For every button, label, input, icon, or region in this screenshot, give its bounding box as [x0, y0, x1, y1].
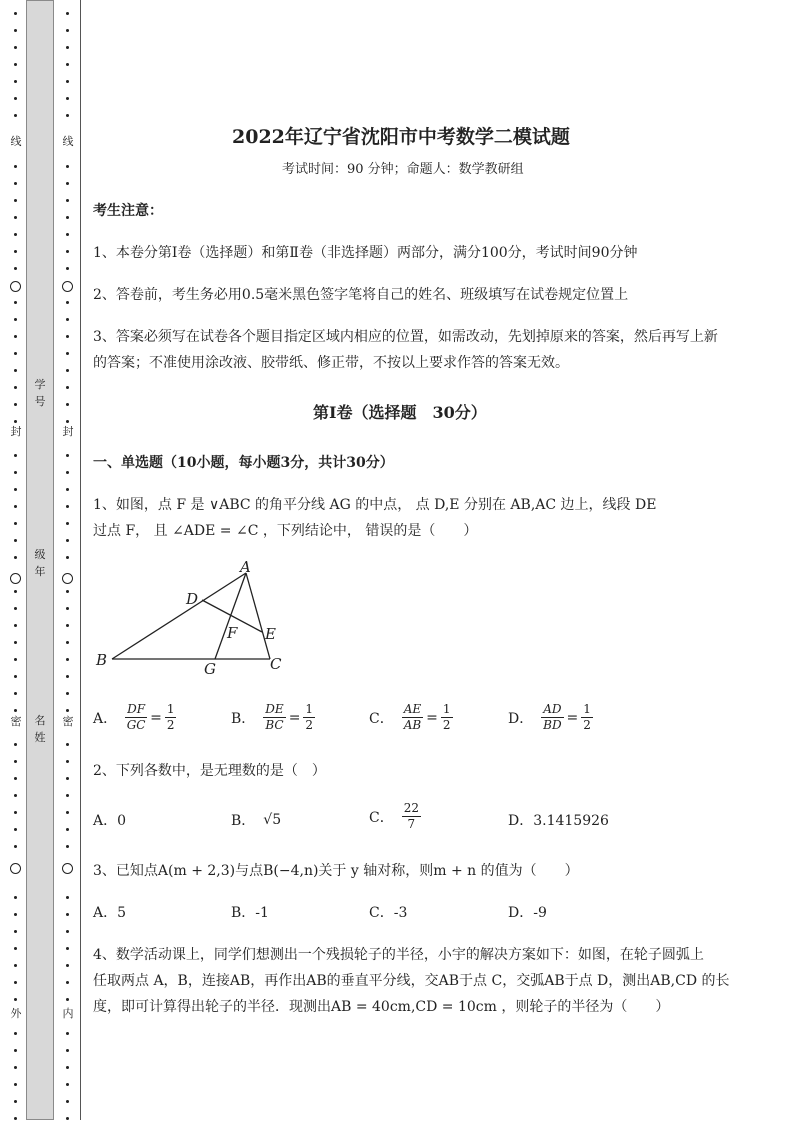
- q2-option-a[interactable]: [93, 810, 126, 830]
- binding-dot: [66, 505, 69, 508]
- binding-dot: [14, 845, 17, 848]
- binding-dot: [14, 454, 17, 457]
- page-title: 2022年辽宁省沈阳市中考数学二模试题: [232, 126, 570, 148]
- binding-dot: [66, 165, 69, 168]
- question-2-stem: 2、下列各数中，是无理数的是（ ）: [93, 763, 326, 779]
- binding-dot: [14, 46, 17, 49]
- option-label: B．: [231, 813, 256, 829]
- binding-dot: [66, 522, 69, 525]
- question-4-line2: 任取两点 A，B，连接AB，再作出AB的垂直平分线，交AB于点 C，交弧AB于点 D，测出AB,CD 的长: [93, 973, 730, 989]
- notice-item-2: 2、答卷前，考生务必用0.5毫米黑色签字笔将自己的姓名、班级填写在试卷规定位置上: [93, 287, 629, 303]
- binding-dot: [66, 216, 69, 219]
- binding-dot: [66, 386, 69, 389]
- binding-dot: [66, 29, 69, 32]
- binding-dot: [14, 471, 17, 474]
- binding-dot: [14, 1032, 17, 1035]
- binding-dot: [14, 1117, 17, 1120]
- binding-dot: [66, 964, 69, 967]
- binding-dot: [66, 556, 69, 559]
- binding-dot: [14, 420, 17, 423]
- binding-dot: [66, 913, 69, 916]
- frac-num: 1: [166, 702, 175, 716]
- binding-dot: [66, 692, 69, 695]
- binding-dot: [14, 760, 17, 763]
- question-1-line2: 过点 F， 且 ∠ADE = ∠C ，下列结论中， 错误的是（ ）: [93, 523, 478, 539]
- binding-dot: [14, 607, 17, 610]
- binding-dot: [66, 335, 69, 338]
- binding-dot: [14, 828, 17, 831]
- outer-binding-dots: [9, 0, 23, 1123]
- option-label: C．: [369, 809, 394, 826]
- binding-label: 线: [62, 135, 74, 148]
- binding-dot: [14, 505, 17, 508]
- binding-dot: [14, 947, 17, 950]
- binding-dot: [66, 658, 69, 661]
- point-label-g: G: [204, 660, 216, 678]
- q2-option-c[interactable]: [369, 801, 421, 832]
- binding-dot: [66, 845, 69, 848]
- binding-dot: [66, 488, 69, 491]
- binding-dot: [14, 250, 17, 253]
- option-text: A．5: [93, 905, 127, 921]
- point-label-a: A: [240, 560, 251, 576]
- frac-den: 2: [305, 718, 314, 732]
- point-label-f: F: [227, 624, 238, 642]
- binding-dot: [14, 556, 17, 559]
- binding-dot: [66, 1049, 69, 1052]
- binding-dot: [14, 29, 17, 32]
- binding-dot: [14, 182, 17, 185]
- binding-dot: [66, 369, 69, 372]
- binding-dot: [66, 794, 69, 797]
- q3-option-d[interactable]: [508, 902, 547, 922]
- binding-dot: [66, 811, 69, 814]
- part-heading: 第Ⅰ卷（选择题 30分）: [313, 403, 487, 422]
- binding-dot: [66, 539, 69, 542]
- point-label-c: C: [270, 655, 282, 673]
- point-label-b: B: [96, 651, 108, 669]
- binding-dot: [14, 964, 17, 967]
- binding-dot: [66, 420, 69, 423]
- option-label: C．: [369, 710, 394, 727]
- binding-dot: [66, 1117, 69, 1120]
- frac-den: 2: [166, 718, 175, 732]
- binding-dot: [66, 675, 69, 678]
- binding-dot: [66, 1066, 69, 1069]
- frac-den: 7: [407, 817, 416, 831]
- binding-dot: [14, 981, 17, 984]
- binding-dot: [66, 1083, 69, 1086]
- frac-num: DE: [265, 702, 284, 716]
- binding-dot: [14, 114, 17, 117]
- binding-dot: [66, 250, 69, 253]
- binding-dot: [14, 233, 17, 236]
- binding-dot: [66, 267, 69, 270]
- binding-dot: [66, 896, 69, 899]
- binding-dot: [66, 607, 69, 610]
- binding-dot: [14, 369, 17, 372]
- option-label: B．: [231, 710, 256, 727]
- binding-dot: [14, 709, 17, 712]
- binding-dot: [14, 1100, 17, 1103]
- binding-line: [80, 0, 81, 1120]
- option-text: A．0: [93, 813, 127, 829]
- binding-dot: [14, 539, 17, 542]
- triangle-figure: [90, 560, 300, 682]
- binding-dot: [66, 12, 69, 15]
- binding-dot: [14, 267, 17, 270]
- binding-dot: [14, 386, 17, 389]
- binding-dot: [14, 1049, 17, 1052]
- binding-dot: [66, 998, 69, 1001]
- binding-dot: [14, 675, 17, 678]
- notice-heading: 考生注意：: [93, 203, 163, 219]
- binding-dot: [66, 947, 69, 950]
- frac-num: 1: [442, 702, 451, 716]
- binding-dot: [66, 301, 69, 304]
- inner-binding-dots: [61, 0, 75, 1123]
- section-heading: 一、单选题（10小题，每小题3分，共计30分）: [93, 455, 394, 471]
- binding-circle-icon: [10, 573, 21, 584]
- frac-den: AB: [403, 718, 422, 732]
- binding-dot: [66, 97, 69, 100]
- frac-num: AD: [543, 702, 562, 716]
- option-value: √5: [263, 812, 282, 828]
- grade-label: 级 年: [34, 548, 46, 578]
- binding-dot: [14, 794, 17, 797]
- binding-dot: [14, 522, 17, 525]
- binding-label: 外: [10, 1007, 22, 1020]
- binding-dot: [14, 216, 17, 219]
- binding-label: 密: [62, 715, 74, 728]
- question-4-line1: 4、数学活动课上，同学们想测出一个残损轮子的半径，小宇的解决方案如下：如图，在轮子圆弧上: [93, 947, 704, 963]
- name-label: 名 姓: [34, 714, 46, 744]
- option-text: D．-9: [508, 905, 547, 921]
- exam-info: 考试时间：90 分钟；命题人：数学教研组: [282, 162, 524, 177]
- binding-label: 密: [10, 715, 22, 728]
- binding-dot: [66, 828, 69, 831]
- binding-dot: [66, 624, 69, 627]
- binding-dot: [66, 709, 69, 712]
- binding-label: 线: [10, 135, 22, 148]
- q3-option-c[interactable]: [369, 902, 407, 922]
- binding-circle-icon: [62, 573, 73, 584]
- binding-circle-icon: [62, 281, 73, 292]
- q3-option-a[interactable]: [93, 902, 126, 922]
- point-label-e: E: [265, 625, 276, 643]
- binding-dot: [14, 80, 17, 83]
- option-text: D．3.1415926: [508, 813, 609, 829]
- binding-label: 内: [62, 1007, 74, 1020]
- q3-option-b[interactable]: [231, 902, 269, 922]
- binding-dot: [66, 777, 69, 780]
- notice-item-3-line1: 3、答案必须写在试卷各个题目指定区域内相应的位置，如需改动，先划掉原来的答案，然后再写上新: [93, 329, 718, 345]
- frac-num: 22: [403, 801, 419, 815]
- frac-den: GC: [126, 718, 146, 732]
- binding-dot: [14, 624, 17, 627]
- binding-circle-icon: [10, 863, 21, 874]
- binding-dot: [14, 913, 17, 916]
- segment-ab: [112, 573, 246, 659]
- binding-dot: [66, 1032, 69, 1035]
- binding-dot: [14, 63, 17, 66]
- segment-ac: [246, 573, 270, 659]
- binding-dot: [14, 590, 17, 593]
- binding-dot: [14, 777, 17, 780]
- binding-dot: [66, 46, 69, 49]
- question-1-line1: 1、如图，点 F 是 ∨ABC 的角平分线 AG 的中点， 点 D,E 分别在 AB,AC 边上，线段 DE: [93, 497, 657, 513]
- binding-dot: [66, 743, 69, 746]
- notice-item-3-line2: 的答案；不准使用涂改液、胶带纸、修正带，不按以上要求作答的答案无效。: [93, 355, 569, 371]
- binding-circle-icon: [62, 863, 73, 874]
- binding-dot: [66, 403, 69, 406]
- option-label: A．: [93, 710, 118, 727]
- point-label-d: D: [186, 590, 199, 608]
- binding-dot: [14, 896, 17, 899]
- binding-dot: [66, 352, 69, 355]
- q2-option-b[interactable]: [231, 810, 281, 830]
- binding-dot: [14, 743, 17, 746]
- binding-circle-icon: [10, 281, 21, 292]
- binding-dot: [14, 998, 17, 1001]
- option-text: C．-3: [369, 905, 408, 921]
- frac-den: 2: [442, 718, 451, 732]
- binding-dot: [66, 641, 69, 644]
- binding-dot: [14, 692, 17, 695]
- binding-dot: [66, 760, 69, 763]
- student-id-label: 学 号: [34, 378, 46, 408]
- binding-label: 封: [10, 425, 22, 438]
- frac-num: 1: [305, 702, 314, 716]
- binding-dot: [14, 641, 17, 644]
- q1-option-c[interactable]: C． $\frac{AE}{AB}$ = $\frac{1}{2}$: [369, 702, 451, 732]
- frac-num: DF: [127, 702, 146, 716]
- binding-dot: [66, 1100, 69, 1103]
- binding-dot: [66, 318, 69, 321]
- frac-num: AE: [403, 702, 422, 716]
- q2-option-d[interactable]: [508, 810, 609, 830]
- binding-dot: [14, 318, 17, 321]
- binding-dot: [66, 471, 69, 474]
- binding-dot: [14, 335, 17, 338]
- binding-label: 封: [62, 425, 74, 438]
- frac-num: 1: [583, 702, 591, 716]
- binding-dot: [66, 80, 69, 83]
- notice-item-1: 1、本卷分第Ⅰ卷（选择题）和第Ⅱ卷（非选择题）两部分，满分100分，考试时间90分钟: [93, 245, 638, 261]
- binding-dot: [14, 165, 17, 168]
- frac-den: BC: [265, 718, 284, 732]
- option-label: D．: [508, 710, 534, 727]
- binding-dot: [66, 199, 69, 202]
- binding-dot: [14, 12, 17, 15]
- frac-den: 2: [583, 718, 591, 732]
- segment-ag: [215, 573, 246, 659]
- binding-dot: [14, 811, 17, 814]
- question-4-line3: 度，即可计算得出轮子的半径．现测出AB = 40cm,CD = 10cm ，则轮子的半径为（ ）: [93, 999, 670, 1015]
- binding-dot: [14, 352, 17, 355]
- binding-dot: [14, 199, 17, 202]
- binding-dot: [66, 182, 69, 185]
- q1-option-b[interactable]: B． $\frac{DE}{BC}$ = $\frac{1}{2}$: [231, 702, 314, 732]
- binding-dot: [66, 233, 69, 236]
- binding-dot: [66, 930, 69, 933]
- binding-dot: [66, 454, 69, 457]
- binding-dot: [14, 930, 17, 933]
- binding-dot: [66, 590, 69, 593]
- frac-den: BD: [543, 718, 562, 732]
- question-3-stem: 3、已知点A(m + 2,3)与点B(−4,n)关于 y 轴对称，则m + n 的值为（ ）: [93, 863, 579, 879]
- binding-dot: [14, 301, 17, 304]
- binding-dot: [66, 981, 69, 984]
- binding-dot: [14, 1083, 17, 1086]
- q1-option-a[interactable]: A． $\frac{DF}{GC}$ = $\frac{1}{2}$: [93, 702, 175, 732]
- binding-dot: [14, 1066, 17, 1069]
- binding-dot: [66, 114, 69, 117]
- binding-dot: [14, 488, 17, 491]
- binding-dot: [66, 63, 69, 66]
- q1-option-d[interactable]: D． $\frac{AD}{BD}$ = $\frac{1}{2}$: [508, 702, 591, 732]
- binding-dot: [14, 403, 17, 406]
- binding-dot: [14, 658, 17, 661]
- binding-dot: [14, 97, 17, 100]
- option-text: B．-1: [231, 905, 269, 921]
